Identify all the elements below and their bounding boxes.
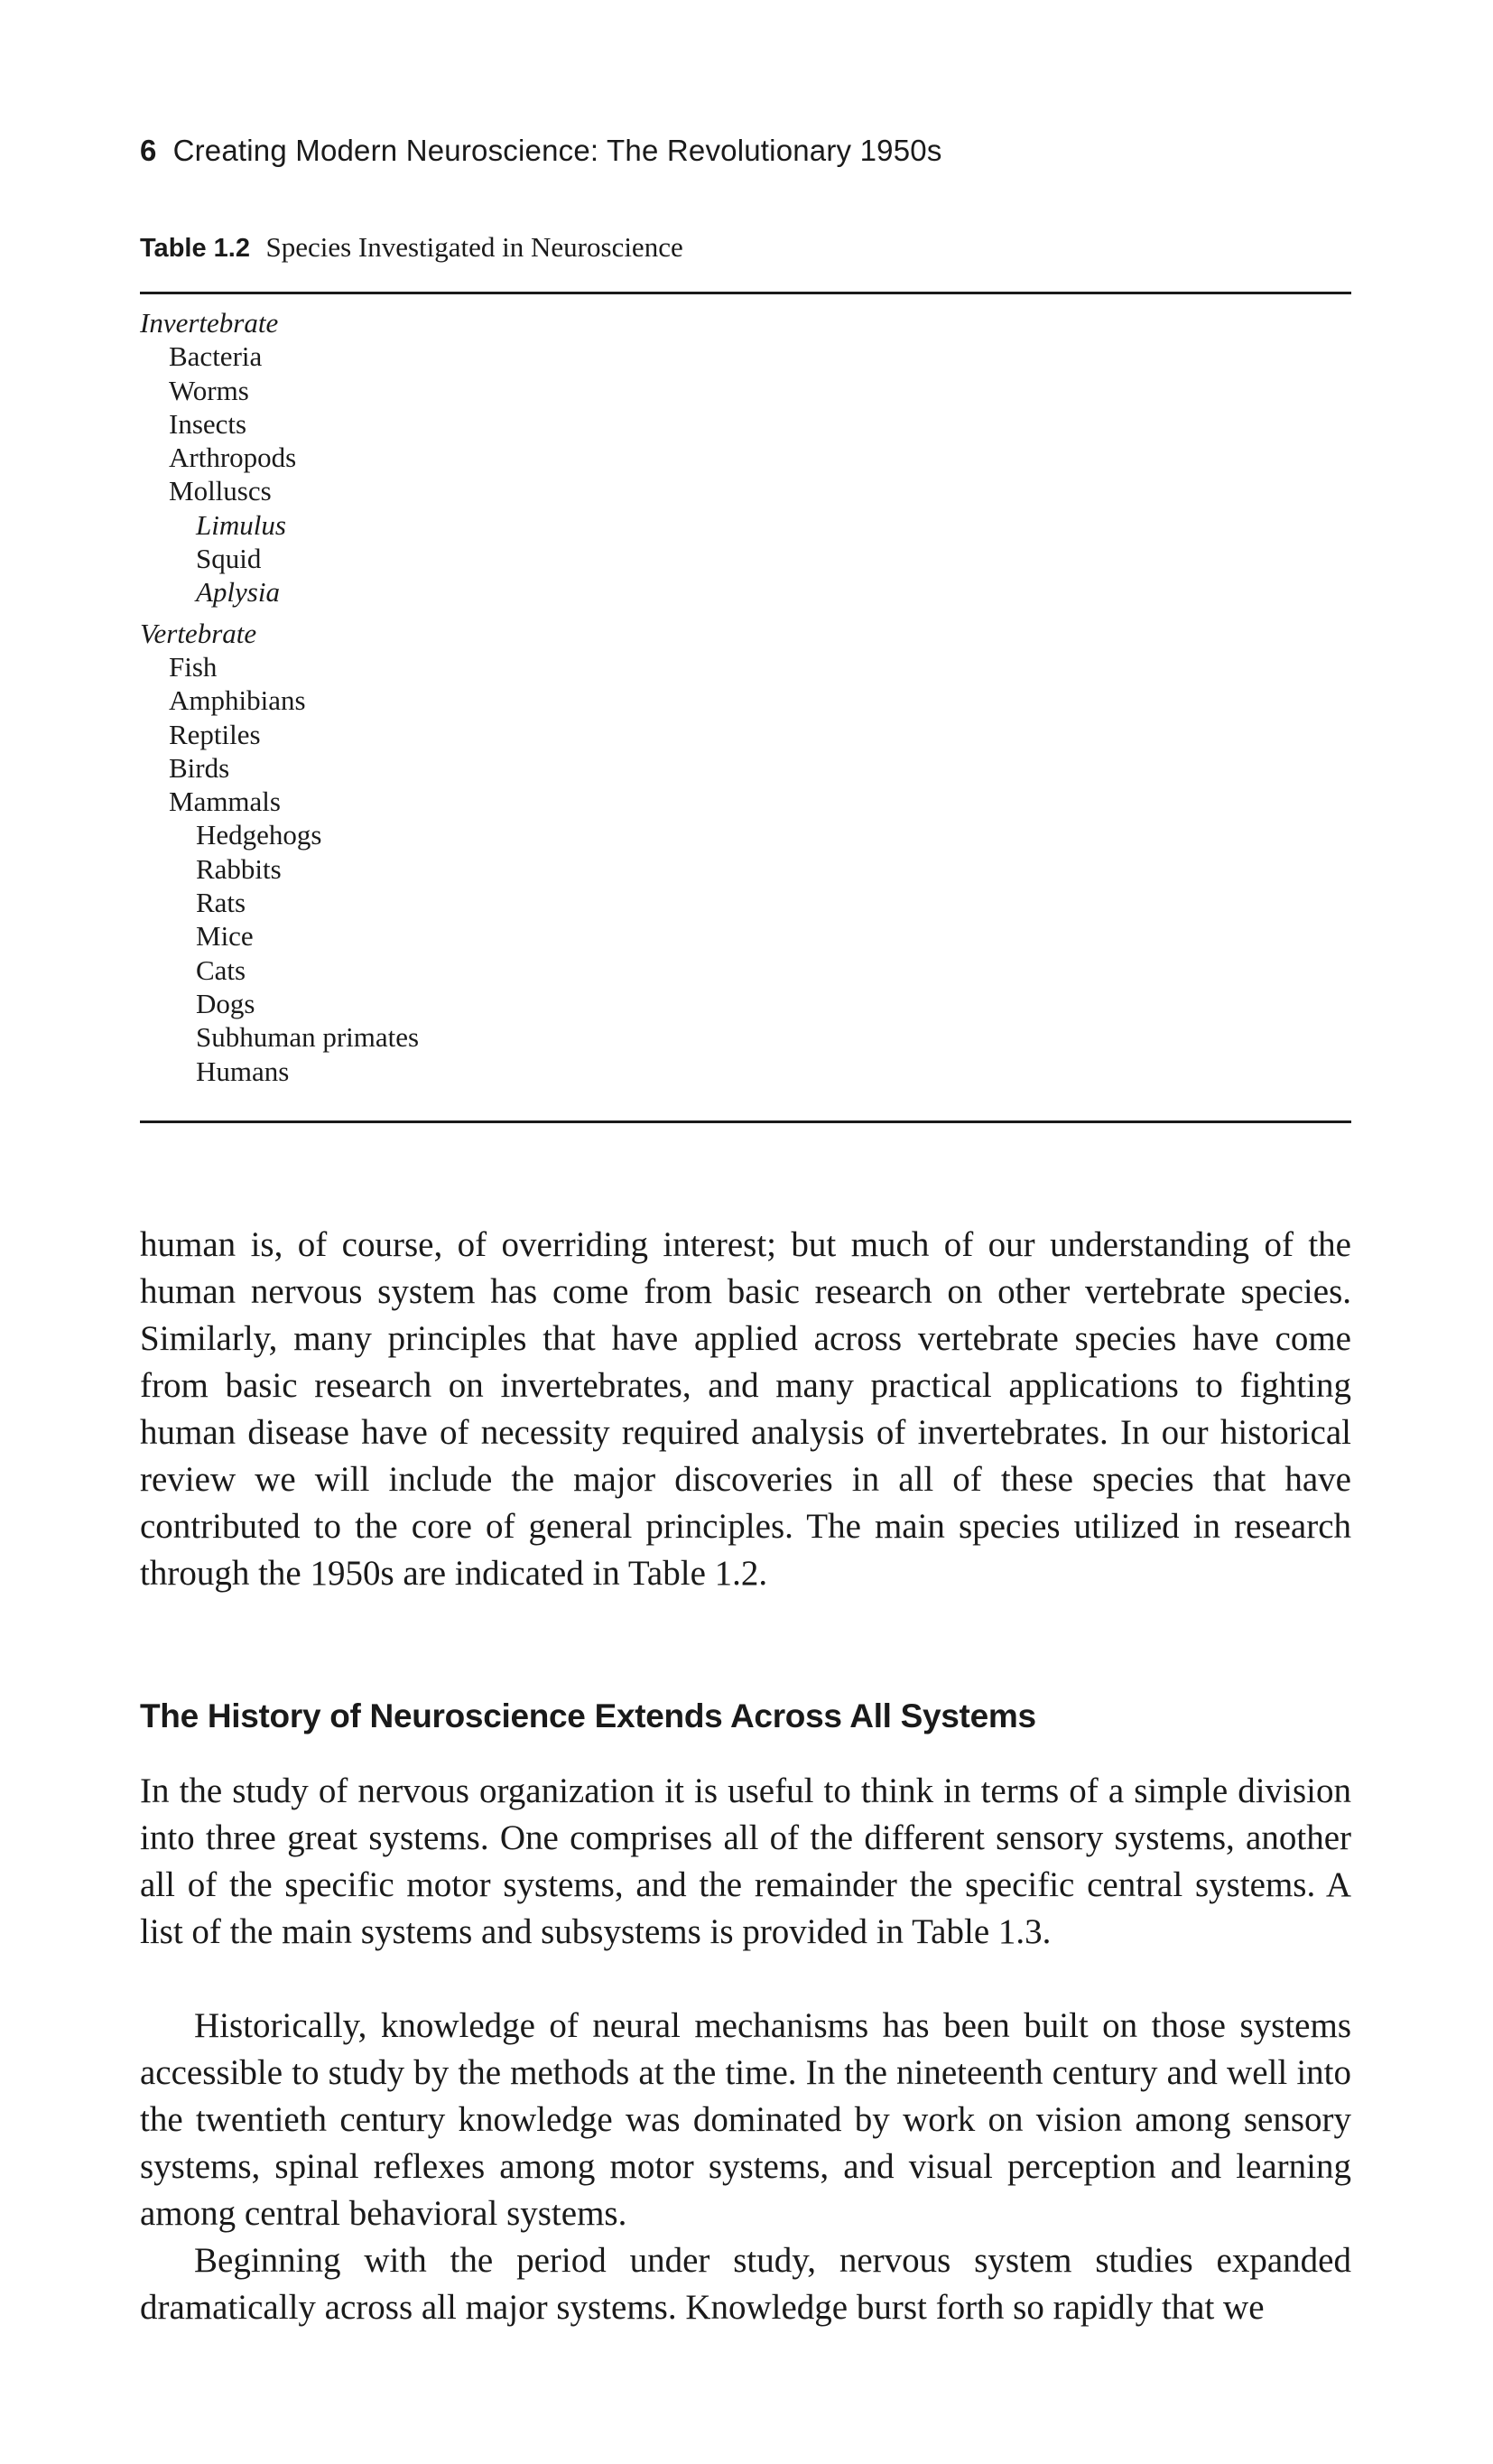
species-subitem: Aplysia — [196, 576, 280, 609]
table-label: Table 1.2 — [140, 234, 250, 263]
species-subitem: Rabbits — [196, 852, 282, 885]
species-subitem: Humans — [196, 1055, 290, 1087]
body-paragraph-4: Beginning with the period under study, nervous system studies expanded dramatically across all major systems. Knowledge burst forth so rapidly that we — [140, 2241, 1351, 2327]
species-table — [140, 306, 419, 1088]
species-subitem: Hedgehogs — [196, 819, 322, 851]
species-item: Arthropods — [169, 442, 297, 474]
species-item: Molluscs — [169, 475, 272, 507]
species-subitem: Subhuman primates — [196, 1021, 420, 1054]
body-paragraph-1: human is, of course, of overriding interest; but much of our understanding of the human nervous system has come from basic research on other vertebrate species. Similarly, many principles that have applied across vertebrate species have come from basic research on invertebrates, and many practical applications to fighting human disease have of necessity required analysis of invertebrates. In our historical review we will include the major discoveries in all of these species that have contributed to the core of general principles. The main species utilized in research through the 1950s are indicated in Table 1.2. — [140, 1225, 1351, 1593]
species-item: Insects — [169, 407, 247, 440]
group-heading-vertebrate: Vertebrate — [140, 617, 257, 649]
body-paragraph-3: Historically, knowledge of neural mechanisms has been built on those systems accessible to study by the methods at the time. In the nineteenth century and well into the twentieth century knowledge was dominated by work on vision among sensory systems, spinal reflexes among motor systems, and visual perception and learning among central behavioral systems. — [140, 2006, 1351, 2233]
table-bottom-rule — [140, 1120, 1351, 1123]
table-top-rule — [140, 292, 1351, 294]
species-item: Worms — [169, 374, 249, 406]
table-title: Species Investigated in Neuroscience — [265, 231, 683, 263]
species-subitem: Dogs — [196, 987, 255, 1019]
book-title: Creating Modern Neuroscience: The Revolutionary 1950s — [172, 134, 942, 167]
species-item: Bacteria — [169, 340, 263, 373]
species-subitem: Squid — [196, 543, 262, 575]
species-subitem: Mice — [196, 920, 254, 953]
species-item: Amphibians — [169, 684, 306, 717]
section-heading: The History of Neuroscience Extends Across All Systems — [140, 1697, 1036, 1734]
species-item: Fish — [169, 650, 218, 683]
species-item: Reptiles — [169, 718, 261, 750]
species-subitem: Limulus — [196, 508, 286, 541]
group-heading-invertebrate: Invertebrate — [140, 307, 279, 339]
species-item: Birds — [169, 751, 230, 784]
species-subitem: Cats — [196, 953, 246, 986]
body-paragraph-2: In the study of nervous organization it is useful to think in terms of a simple division into three great systems. One comprises all of the different sensory systems, another all of the specific motor systems, and the remainder the specific central systems. A list of the main systems and subsystems is provided in Table 1.3. — [140, 1771, 1351, 1951]
species-subitem: Rats — [196, 887, 246, 919]
table-caption — [140, 231, 683, 264]
species-item: Mammals — [169, 786, 281, 818]
page-number: 6 — [140, 134, 157, 167]
running-head — [140, 134, 942, 168]
